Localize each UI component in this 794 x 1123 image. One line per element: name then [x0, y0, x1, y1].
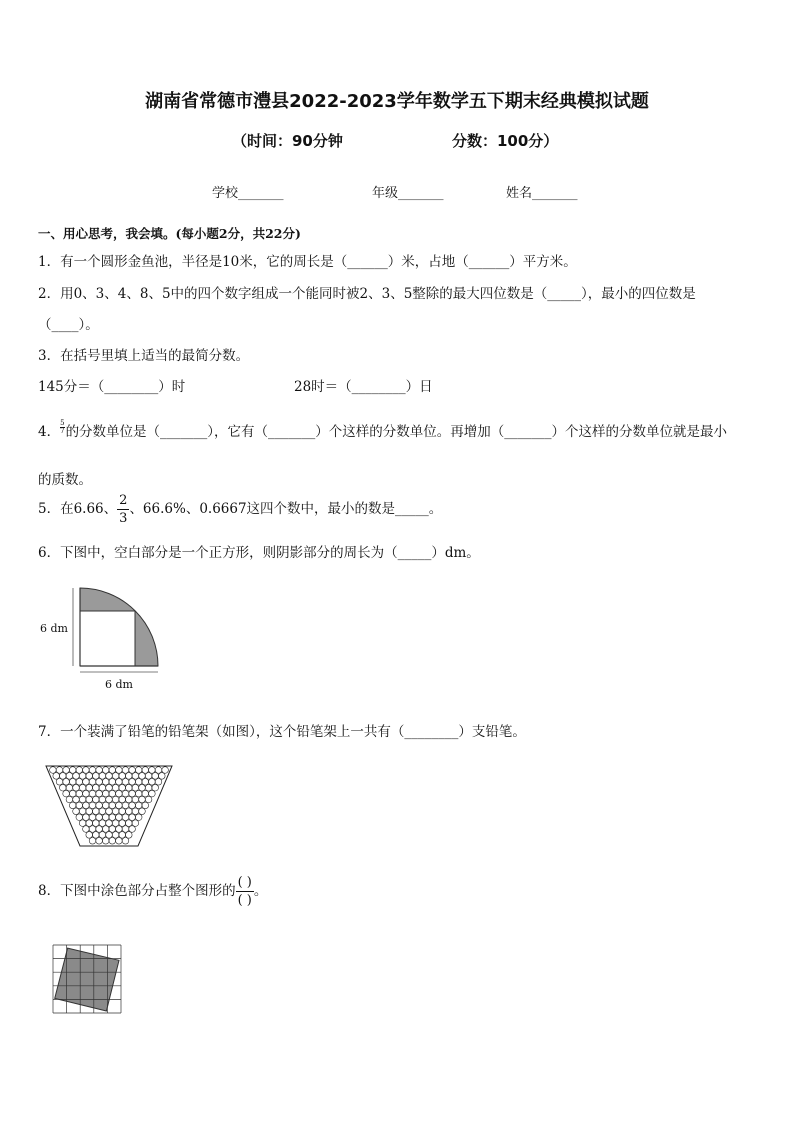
exam-score: 分数：100分） — [452, 132, 559, 150]
question-4-text: 的分数单位是（_______），它有（_______）个这样的分数单位。再增加（_______）个这样的分数单位就是最小 — [65, 424, 728, 440]
left-dimension-label: 6 dm — [40, 622, 68, 635]
question-5: 5．在6.66、 $\frac{2}{3}$ 、66.6%、0.6667这四个数中，最小的数是_____。 — [38, 493, 443, 526]
grade-field[interactable]: 年级_______ — [372, 186, 444, 201]
question-3-part-a: 145分＝（________）时 — [38, 379, 186, 395]
bottom-dimension-label: 6 dm — [105, 678, 133, 691]
question-7: 7．一个装满了铅笔的铅笔架（如图），这个铅笔架上一共有（________）支铅笔。 — [38, 724, 526, 740]
question-4-line2: 的质数。 — [38, 472, 92, 488]
section-heading: 一、用心思考，我会填。(每小题2分，共22分) — [38, 226, 301, 241]
quarter-circle-figure — [30, 580, 170, 695]
page-title: 湖南省常德市澧县2022-2023学年数学五下期末经典模拟试题 — [145, 91, 649, 112]
question-8: 8．下图中涂色部分占整个图形的 $\frac{( )}{( )}$ 。 — [38, 875, 268, 908]
answer-fraction-blank[interactable]: $\frac{( )}{( )}$ — [237, 875, 252, 908]
fraction-two-thirds: $\frac{2}{3}$ — [119, 493, 128, 526]
fraction-five-sevenths: $\frac{5}{7}$ — [60, 419, 65, 435]
question-2-line1: 2．用0、3、4、8、5中的四个数字组成一个能同时被2、3、5整除的最大四位数是（_____），最小的四位数是 — [38, 286, 696, 302]
shaded-grid-figure — [52, 944, 122, 1014]
question-6: 6．下图中，空白部分是一个正方形，则阴影部分的周长为（_____）dm。 — [38, 545, 480, 561]
question-4-line1 — [38, 420, 727, 440]
question-1: 1．有一个圆形金鱼池，半径是10米，它的周长是（______）米，占地（______）平方米。 — [38, 254, 577, 270]
school-field[interactable]: 学校_______ — [212, 186, 284, 201]
question-3-part-b: 28时＝（________）日 — [294, 379, 433, 395]
question-number: 4． — [38, 424, 61, 440]
question-3: 3．在括号里填上适当的最简分数。 — [38, 348, 250, 364]
name-field[interactable]: 姓名_______ — [506, 186, 578, 201]
question-2-line2: （____）。 — [38, 317, 99, 333]
pencil-holder-figure — [46, 766, 172, 848]
exam-time: （时间：90分钟 — [232, 132, 343, 150]
